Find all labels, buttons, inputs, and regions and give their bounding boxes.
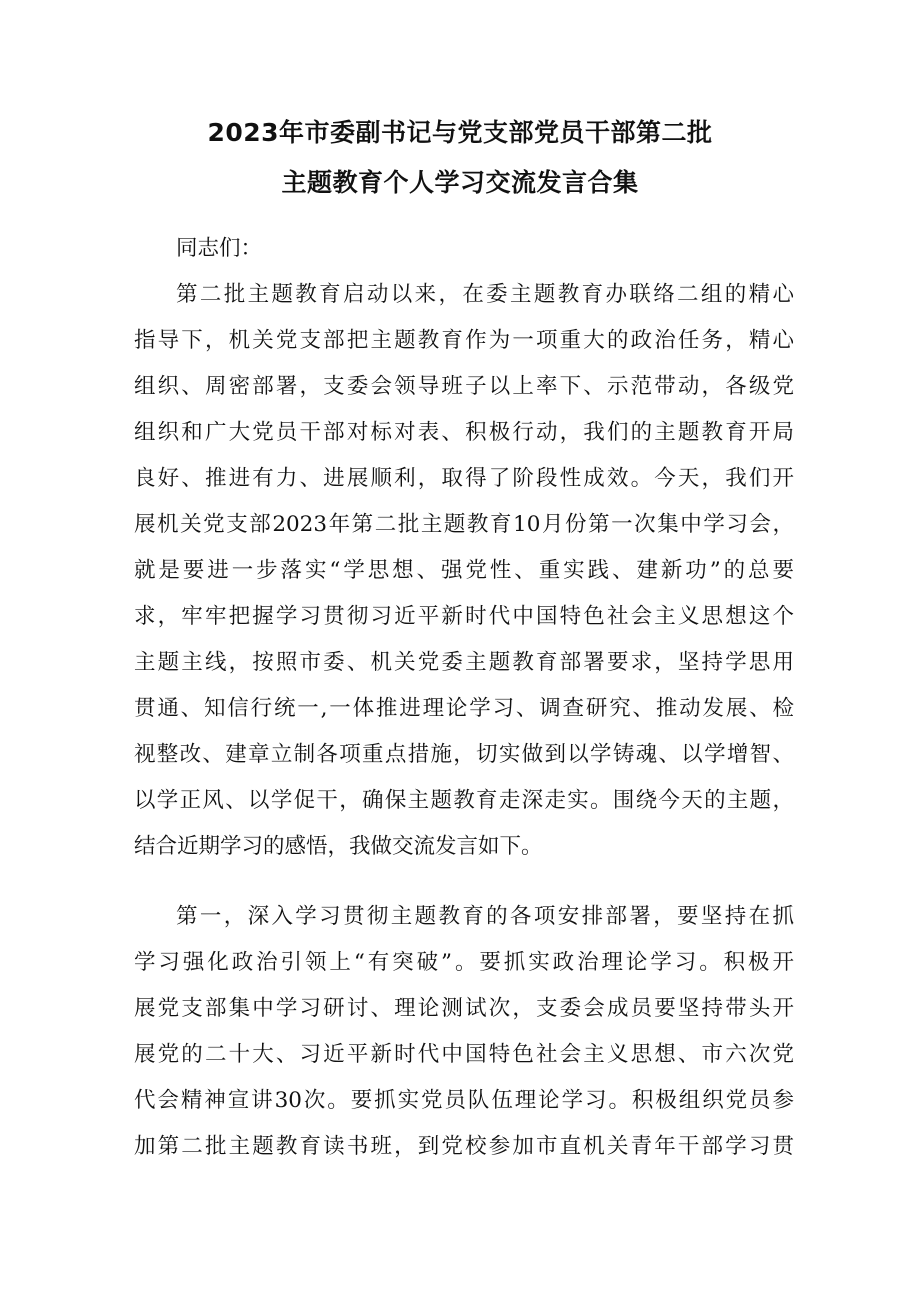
text-line: 视整改、建章立制各项重点措施，切实做到以学铸魂、以学增智、 bbox=[134, 742, 794, 767]
paragraph-1 bbox=[134, 272, 794, 870]
paragraph-2 bbox=[134, 894, 794, 1170]
text-line: 展机关党支部2023年第二批主题教育10月份第一次集中学习会， bbox=[134, 512, 794, 537]
text-line: 以学正风、以学促干，确保主题教育走深走实。围绕今天的主题， bbox=[134, 788, 794, 813]
text-line: 指导下，机关党支部把主题教育作为一项重大的政治任务，精心 bbox=[134, 328, 794, 353]
text-line: 就是要进一步落实“学思想、强党性、重实践、建新功”的总要 bbox=[134, 558, 794, 583]
text-line: 展党支部集中学习研讨、理论测试次，支委会成员要坚持带头开 bbox=[134, 996, 794, 1021]
text-line: 组织和广大党员干部对标对表、积极行动，我们的主题教育开局 bbox=[134, 420, 794, 445]
text-line: 组织、周密部署，支委会领导班子以上率下、示范带动，各级党 bbox=[134, 374, 794, 399]
text-line: 展党的二十大、习近平新时代中国特色社会主义思想、市六次党 bbox=[134, 1042, 794, 1067]
greeting: 同志们： bbox=[176, 236, 263, 261]
text-line: 加第二批主题教育读书班，到党校参加市直机关青年干部学习贯 bbox=[134, 1134, 794, 1159]
text-line: 主题主线，按照市委、机关党委主题教育部署要求，坚持学思用 bbox=[134, 650, 794, 675]
document-title-line-2: 主题教育个人学习交流发言合集 bbox=[281, 168, 639, 197]
text-line: 结合近期学习的感悟，我做交流发言如下。 bbox=[134, 834, 543, 859]
text-line: 第二批主题教育启动以来，在委主题教育办联络二组的精心 bbox=[176, 282, 794, 307]
text-line: 学习强化政治引领上“有突破”。要抓实政治理论学习。积极开 bbox=[134, 950, 794, 975]
text-line: 贯通、知信行统一,一体推进理论学习、调查研究、推动发展、检 bbox=[134, 696, 794, 721]
text-line: 代会精神宣讲30次。要抓实党员队伍理论学习。积极组织党员参 bbox=[134, 1088, 794, 1113]
text-line: 第一，深入学习贯彻主题教育的各项安排部署，要坚持在抓 bbox=[176, 904, 794, 929]
text-line: 良好、推进有力、进展顺利，取得了阶段性成效。今天，我们开 bbox=[134, 466, 794, 491]
document-title-line-1: 2023年市委副书记与党支部党员干部第二批 bbox=[207, 118, 713, 147]
text-line: 求，牢牢把握学习贯彻习近平新时代中国特色社会主义思想这个 bbox=[134, 604, 794, 629]
